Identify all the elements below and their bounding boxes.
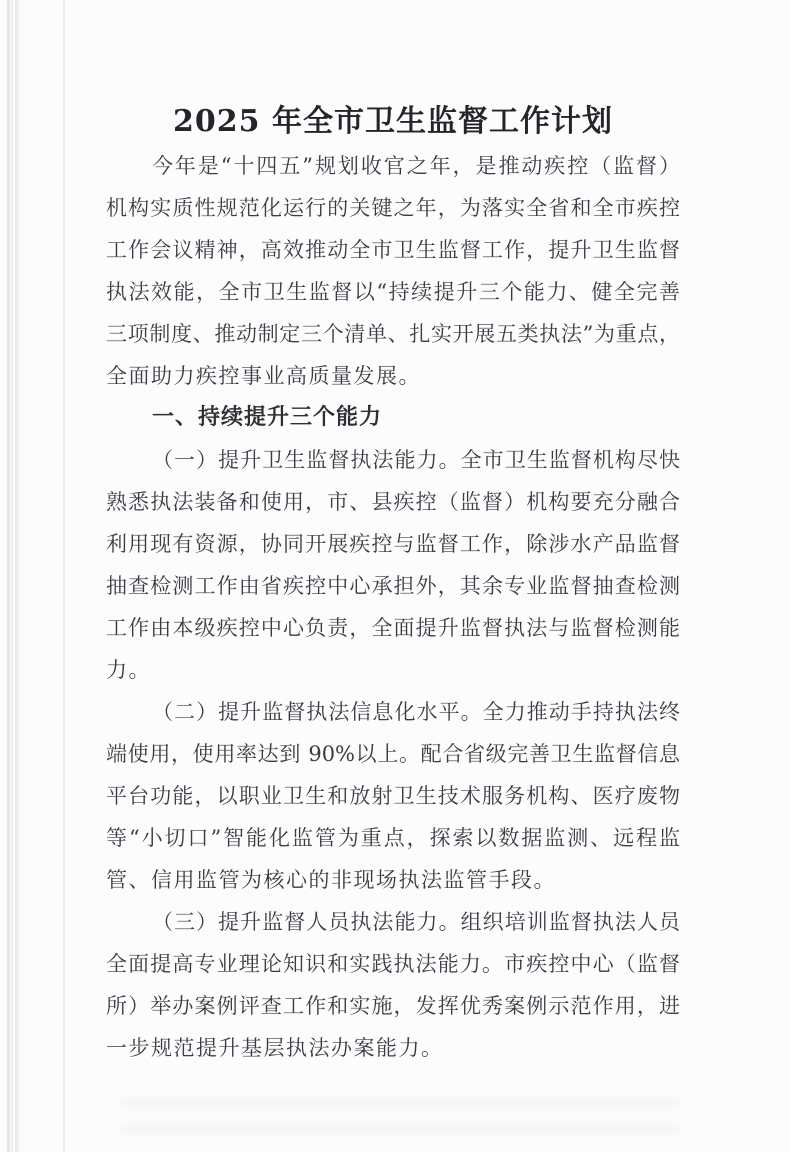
item3-line-3: 所）举办案例评查工作和实施，发挥优秀案例示范作用，进 xyxy=(106,994,680,1018)
section-heading-1: 一、持续提升三个能力 xyxy=(152,405,383,430)
intro-line-6: 全面助力疾控事业高质量发展。 xyxy=(106,364,421,388)
item2-line-3: 平台功能，以职业卫生和放射卫生技术服务机构、医疗废物 xyxy=(106,784,680,808)
item2-line-2: 端使用，使用率达到 90%以上。配合省级完善卫生监督信息 xyxy=(106,742,680,766)
scan-edge-artifact xyxy=(11,0,13,1152)
item1-line-3: 利用现有资源，协同开展疾控与监督工作，除涉水产品监督 xyxy=(106,532,680,556)
intro-line-2: 机构实质性规范化运行的关键之年，为落实全省和全市疾控 xyxy=(106,196,680,220)
item1-line-6: 力。 xyxy=(106,658,151,682)
scan-fold-line-artifact xyxy=(63,0,65,1152)
intro-line-4: 执法效能，全市卫生监督以“持续提升三个能力、健全完善 xyxy=(106,280,680,304)
item2-line-1: （二）提升监督执法信息化水平。全力推动手持执法终 xyxy=(152,700,680,724)
item3-line-1: （三）提升监督人员执法能力。组织培训监督执法人员 xyxy=(152,910,680,934)
item1-line-4: 抽查检测工作由省疾控中心承担外，其余专业监督抽查检测 xyxy=(106,574,680,598)
item1-line-1: （一）提升卫生监督执法能力。全市卫生监督机构尽快 xyxy=(152,448,680,472)
intro-line-5: 三项制度、推动制定三个清单、扎实开展五类执法”为重点， xyxy=(106,322,680,346)
intro-line-3: 工作会议精神，高效推动全市卫生监督工作，提升卫生监督 xyxy=(106,238,680,262)
item1-line-2: 熟悉执法装备和使用，市、县疾控（监督）机构要充分融合 xyxy=(106,490,680,514)
item1-line-5: 工作由本级疾控中心负责，全面提升监督执法与监督检测能 xyxy=(106,616,680,640)
page-bleed-through-artifact xyxy=(120,1098,680,1146)
scan-edge-artifact xyxy=(15,0,18,1152)
scan-edge-artifact xyxy=(7,0,10,1152)
scan-edge-artifact xyxy=(19,0,20,1152)
item3-line-2: 全面提高专业理论知识和实践执法能力。市疾控中心（监督 xyxy=(106,952,680,976)
document-body xyxy=(106,99,680,1069)
item2-line-5: 管、信用监管为核心的非现场执法监管手段。 xyxy=(106,868,556,892)
item2-line-4: 等“小切口”智能化监管为重点，探索以数据监测、远程监 xyxy=(106,826,680,850)
document-title: 2025 年全市卫生监督工作计划 xyxy=(173,104,613,139)
intro-line-1: 今年是“十四五”规划收官之年，是推动疾控（监督） xyxy=(152,154,680,178)
item3-line-4: 一步规范提升基层执法办案能力。 xyxy=(106,1036,444,1060)
